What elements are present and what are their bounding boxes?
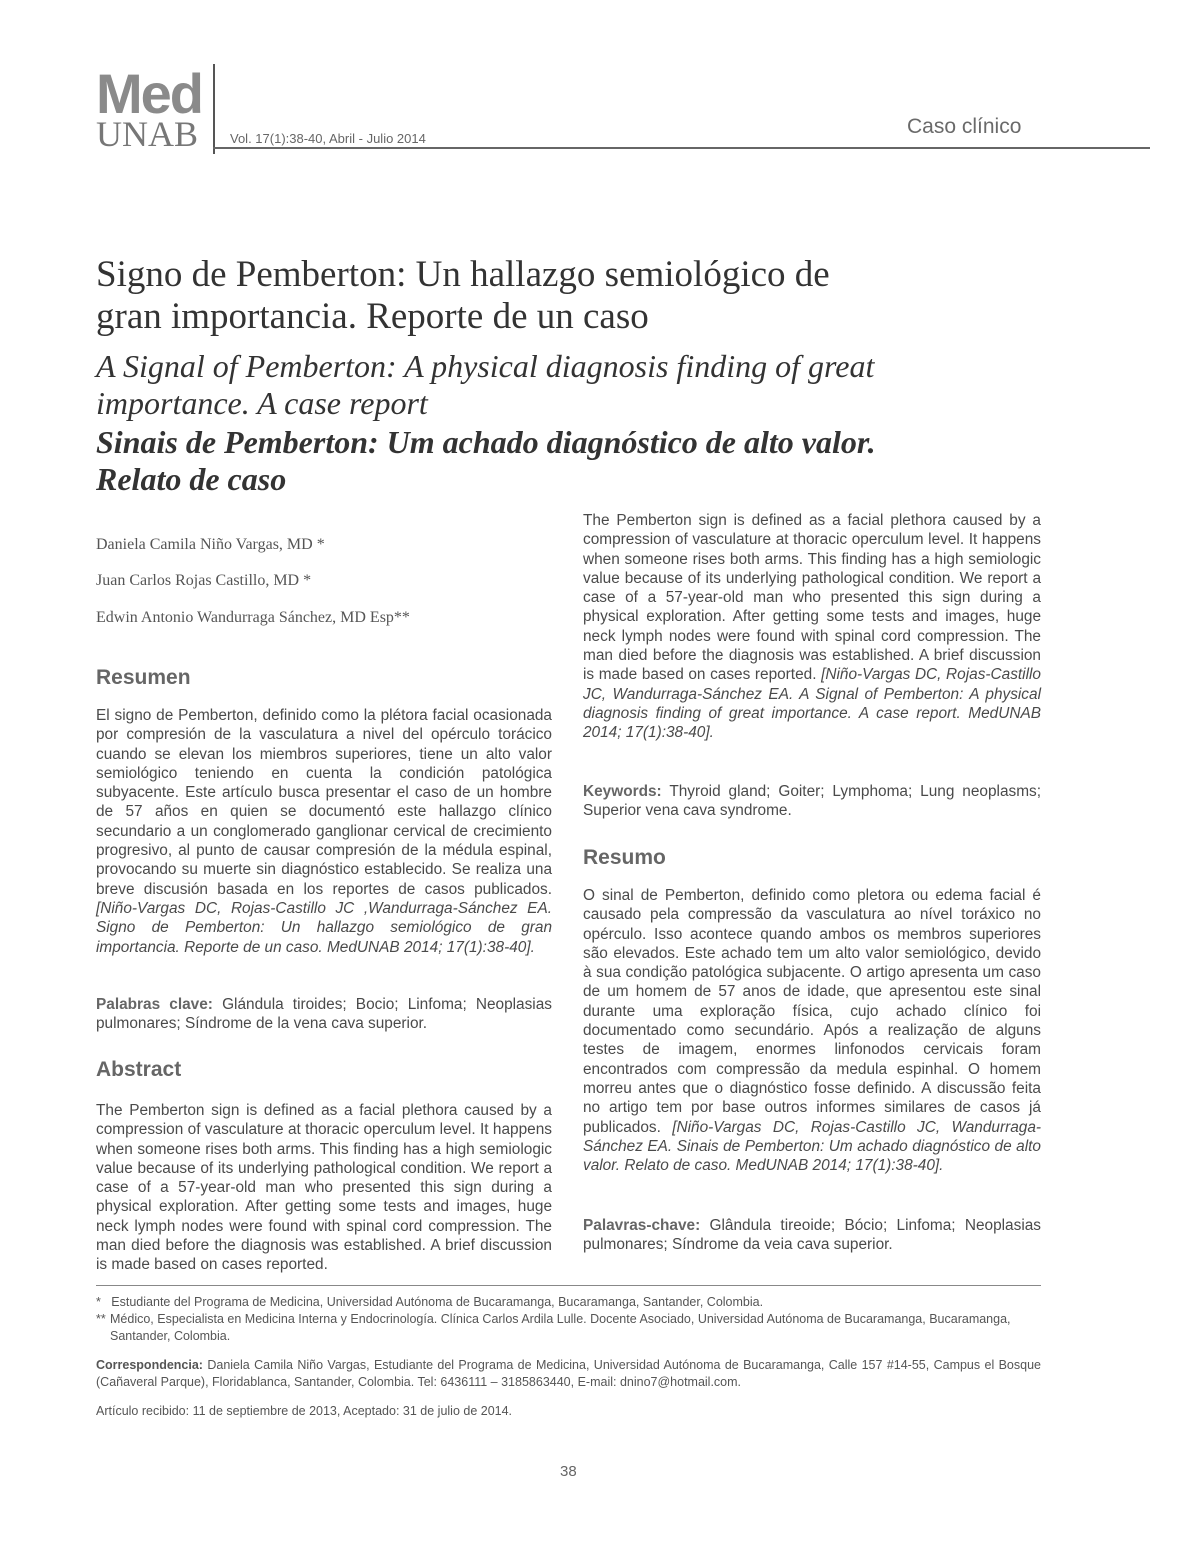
- volume-info: Vol. 17(1):38-40, Abril - Julio 2014: [230, 131, 426, 146]
- title-portuguese: Sinais de Pemberton: Um achado diagnóstico de alto valor. Relato de caso: [96, 424, 876, 497]
- resumo-heading: Resumo: [583, 846, 666, 869]
- footnote-single-star: * Estudiante del Programa de Medicina, Universidad Autónoma de Bucaramanga, Bucaramanga, Santander, Colombia.: [96, 1295, 764, 1309]
- correspondence: Correspondencia: Daniela Camila Niño Vargas, Estudiante del Programa de Medicina, Universidad Autónoma de Bucaramanga, Calle 157 #14-55, Campus el Bosque (Cañaveral Parque), Floridablanca, Santander, Colombia. Tel: 6436111 – 3185863440, E-mail: dnino7@hotmail.com.: [96, 1358, 1041, 1389]
- resumen-keywords: Palabras clave: Glándula tiroides; Bocio; Linfoma; Neoplasias pulmonares; Síndrome de la vena cava superior.: [96, 996, 552, 1033]
- resumo-body: O sinal de Pemberton, definido como pletora ou edema facial é causado pela compressão da vasculatura ao nível toráxico no opérculo. Isso acontece quando ambos os membros superiores são elevados. Este achado tem um alto valor semiológico, devido à sua condição patológica subjacente. O artigo apresenta um caso de um homem de 57 anos de idade, que apresentou este sinal durante uma exploração física, cujo achado clínico foi documentado como secundário. Após a realização de alguns testes de imagem, enormes linfonodos cervicais foram encontrados com compressão da medula espinhal. O homem morreu antes que o diagnóstico fosse definido. A discussão feita no artigo tem por base outros informes similares de casos já publicados. [Niño-Vargas DC, Rojas-Castillo JC, Wandurraga-Sánchez EA. Sinais de Pemberton: Um achado diagnóstico de alto valor. Relato de caso. MedUNAB 2014; 17(1):38-40].: [583, 887, 1042, 1175]
- article-dates: Artículo recibido: 11 de septiembre de 2013, Aceptado: 31 de julio de 2014.: [96, 1404, 513, 1418]
- abstract-body-part2: The Pemberton sign is defined as a facial plethora caused by a compression of vasculature at thoracic operculum level. It happens when someone rises both arms. This finding has a high semiologic value because of its underlying pathological condition. We report a case of a 57-year-old man who presented this sign during a physical exploration. After getting some tests and images, huge neck lymph nodes were found with spinal cord compression. The man died before the diagnosis was established. A brief discussion is made based on cases reported. [Niño-Vargas DC, Rojas-Castillo JC, Wandurraga-Sánchez EA. A Signal of Pemberton: A physical diagnosis finding of great importance. A case report. MedUNAB 2014; 17(1):38-40].: [583, 512, 1041, 742]
- abstract-keywords: Keywords: Thyroid gland; Goiter; Lymphoma; Lung neoplasms; Superior vena cava syndrome.: [583, 783, 1041, 820]
- journal-logo-med: Med: [96, 62, 202, 125]
- author-3: Edwin Antonio Wandurraga Sánchez, MD Esp**: [96, 609, 410, 626]
- header-divider-vertical: [213, 64, 215, 154]
- author-1: Daniela Camila Niño Vargas, MD *: [96, 536, 325, 553]
- section-label: Caso clínico: [907, 115, 1022, 138]
- page-number: 38: [560, 1463, 577, 1480]
- resumo-keywords: Palavras-chave: Glândula tireoide; Bócio; Linfoma; Neoplasias pulmonares; Síndrome da veia cava superior.: [583, 1217, 1041, 1254]
- journal-logo-unab: UNAB: [96, 114, 199, 154]
- abstract-body-part1: The Pemberton sign is defined as a facial plethora caused by a compression of vasculature at thoracic operculum level. It happens when someone rises both arms. This finding has a high semiologic value because of its underlying pathological condition. We report a case of a 57-year-old man who presented this sign during a physical exploration. After getting some tests and images, huge neck lymph nodes were found with spinal cord compression. The man died before the diagnosis was established. A brief discussion is made based on cases reported.: [96, 1102, 552, 1274]
- header-rule: [213, 147, 1150, 149]
- resumen-citation: [Niño-Vargas DC, Rojas-Castillo JC ,Wandurraga-Sánchez EA. Signo de Pemberton: Un hallazgo semiológico de gran importancia. Reporte de un caso. MedUNAB 2014; 17(1):38-40].: [96, 899, 552, 956]
- footnote-double-star: ** Médico, Especialista en Medicina Interna y Endocrinología. Clínica Carlos Ardila Lulle. Docente Asociado, Universidad Autónoma de Bucaramanga, Bucaramanga, Santander, Colombia.: [96, 1312, 1011, 1343]
- resumen-body: El signo de Pemberton, definido como la plétora facial ocasionada por compresión de la vasculatura a nivel del opérculo torácico cuando se elevan los miembros superiores, tiene un alto valor semiológico teniendo en cuenta la condición patológica subyacente. Este artículo busca presentar el caso de un hombre de 57 años en quien se documentó este hallazgo clínico secundario a un conglomerado ganglionar cervical de crecimiento progresivo, al punto de causar compresión de la médula espinal, provocando su muerte sin diagnóstico establecido. Se realiza una breve discusión basada en los reportes de casos publicados. [Niño-Vargas DC, Rojas-Castillo JC ,Wandurraga-Sánchez EA. Signo de Pemberton: Un hallazgo semiológico de gran importancia. Reporte de un caso. MedUNAB 2014; 17(1):38-40].: [96, 707, 552, 956]
- title-english: A Signal of Pemberton: A physical diagnosis finding of great importance. A case report: [96, 348, 875, 421]
- footnote-rule: [96, 1285, 1041, 1286]
- abstract-heading: Abstract: [96, 1058, 182, 1081]
- resumo-citation: [Niño-Vargas DC, Rojas-Castillo JC, Wandurraga-Sánchez EA. Sinais de Pemberton: Um achado diagnóstico de alto valor. Relato de caso. MedUNAB 2014; 17(1):38-40].: [583, 1118, 1042, 1175]
- resumen-heading: Resumen: [96, 666, 191, 689]
- abstract-citation: [Niño-Vargas DC, Rojas-Castillo JC, Wandurraga-Sánchez EA. A Signal of Pemberton: A physical diagnosis finding of great importance. A case report. MedUNAB 2014; 17(1):38-40].: [583, 666, 1041, 742]
- author-2: Juan Carlos Rojas Castillo, MD *: [96, 572, 312, 589]
- title-spanish: Signo de Pemberton: Un hallazgo semiológico de gran importancia. Reporte de un caso: [96, 254, 830, 337]
